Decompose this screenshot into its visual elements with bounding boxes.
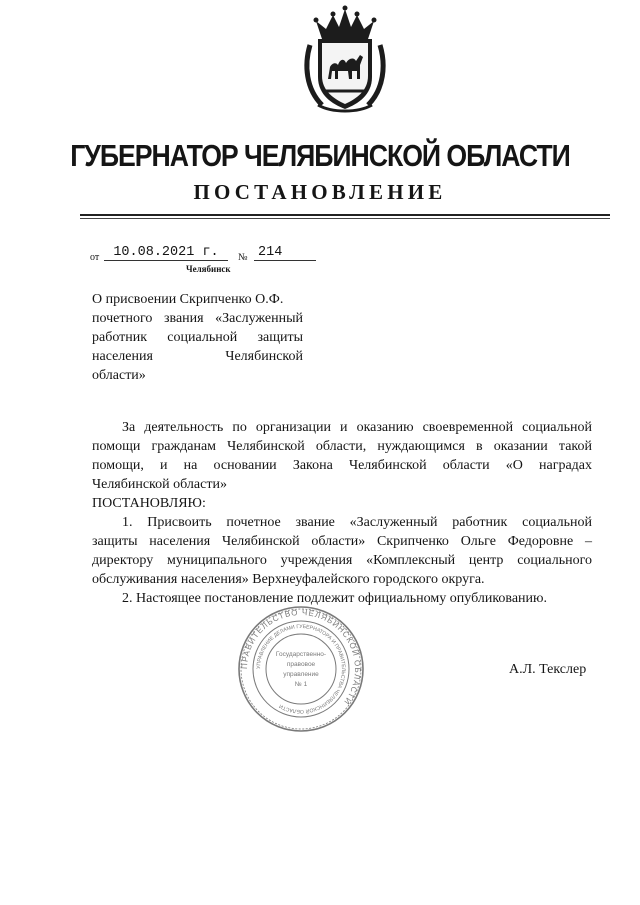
document-date: 10.08.2021 г. bbox=[104, 245, 228, 261]
seal-outer-text: ПРАВИТЕЛЬСТВО ЧЕЛЯБИНСКОЙ ОБЛАСТИ bbox=[239, 607, 363, 707]
heading-line: работник социальной защиты bbox=[92, 330, 303, 345]
heading-line: области» bbox=[92, 368, 146, 383]
signatory-name: А.Л. Текслер bbox=[509, 662, 587, 677]
body-line: обслуживания населения» Верхнеуфалейского городского округа. bbox=[92, 572, 485, 587]
body-line: 1. Присвоить почетное звание «Заслуженный работник социальной bbox=[122, 515, 592, 530]
decree-word: ПОСТАНОВЛЯЮ: bbox=[92, 496, 206, 511]
resolution-heading bbox=[92, 290, 303, 385]
heading-line: почетного звания «Заслуженный bbox=[92, 311, 303, 326]
seal-center-line: № 1 bbox=[294, 681, 308, 688]
date-prefix: от bbox=[90, 252, 100, 263]
seal-ring-text: УПРАВЛЕНИЕ ДЕЛАМИ ГУБЕРНАТОРА И ПРАВИТЕЛЬСТВА ЧЕЛЯБИНСКОЙ ОБЛАСТИ bbox=[255, 623, 347, 715]
body-line: За деятельность по организации и оказанию своевременной социальной bbox=[122, 420, 592, 435]
document-type: ПОСТАНОВЛЕНИЕ bbox=[193, 180, 447, 204]
body-line: 2. Настоящее постановление подлежит официальному опубликованию. bbox=[122, 591, 547, 606]
heading-line: О присвоении Скрипченко О.Ф. bbox=[92, 292, 284, 307]
seal-center-line: правовое bbox=[286, 661, 316, 668]
seal-center-line: управление bbox=[283, 671, 319, 678]
resolution-body bbox=[92, 418, 592, 608]
header-divider-thin bbox=[80, 218, 610, 219]
document-number: 214 bbox=[254, 245, 316, 261]
header-divider bbox=[80, 214, 610, 216]
body-line: директору муниципального учреждения «Комплексный центр социального bbox=[92, 553, 592, 568]
seal-center-line: Государственно- bbox=[275, 651, 327, 658]
document-title: ГУБЕРНАТОР ЧЕЛЯБИНСКОЙ ОБЛАСТИ bbox=[70, 138, 570, 173]
official-seal-stamp bbox=[236, 604, 366, 734]
number-prefix: № bbox=[238, 252, 248, 263]
body-line: помощи гражданам Челябинской области, нуждающимся в оказании такой bbox=[92, 439, 592, 454]
coat-of-arms-icon bbox=[302, 5, 388, 115]
body-line: защиты населения Челябинской области» Скрипченко Ольге Федоровне – bbox=[92, 534, 592, 549]
body-line: Челябинской области» bbox=[92, 477, 227, 492]
heading-line: населения Челябинской bbox=[92, 349, 303, 364]
issue-city: Челябинск bbox=[186, 264, 231, 274]
body-line: помощи, и на основании Закона Челябинской области «О наградах bbox=[92, 458, 592, 473]
svg-text:УПРАВЛЕНИЕ ДЕЛАМИ ГУБЕРНАТОРА bbox=[256, 624, 346, 716]
